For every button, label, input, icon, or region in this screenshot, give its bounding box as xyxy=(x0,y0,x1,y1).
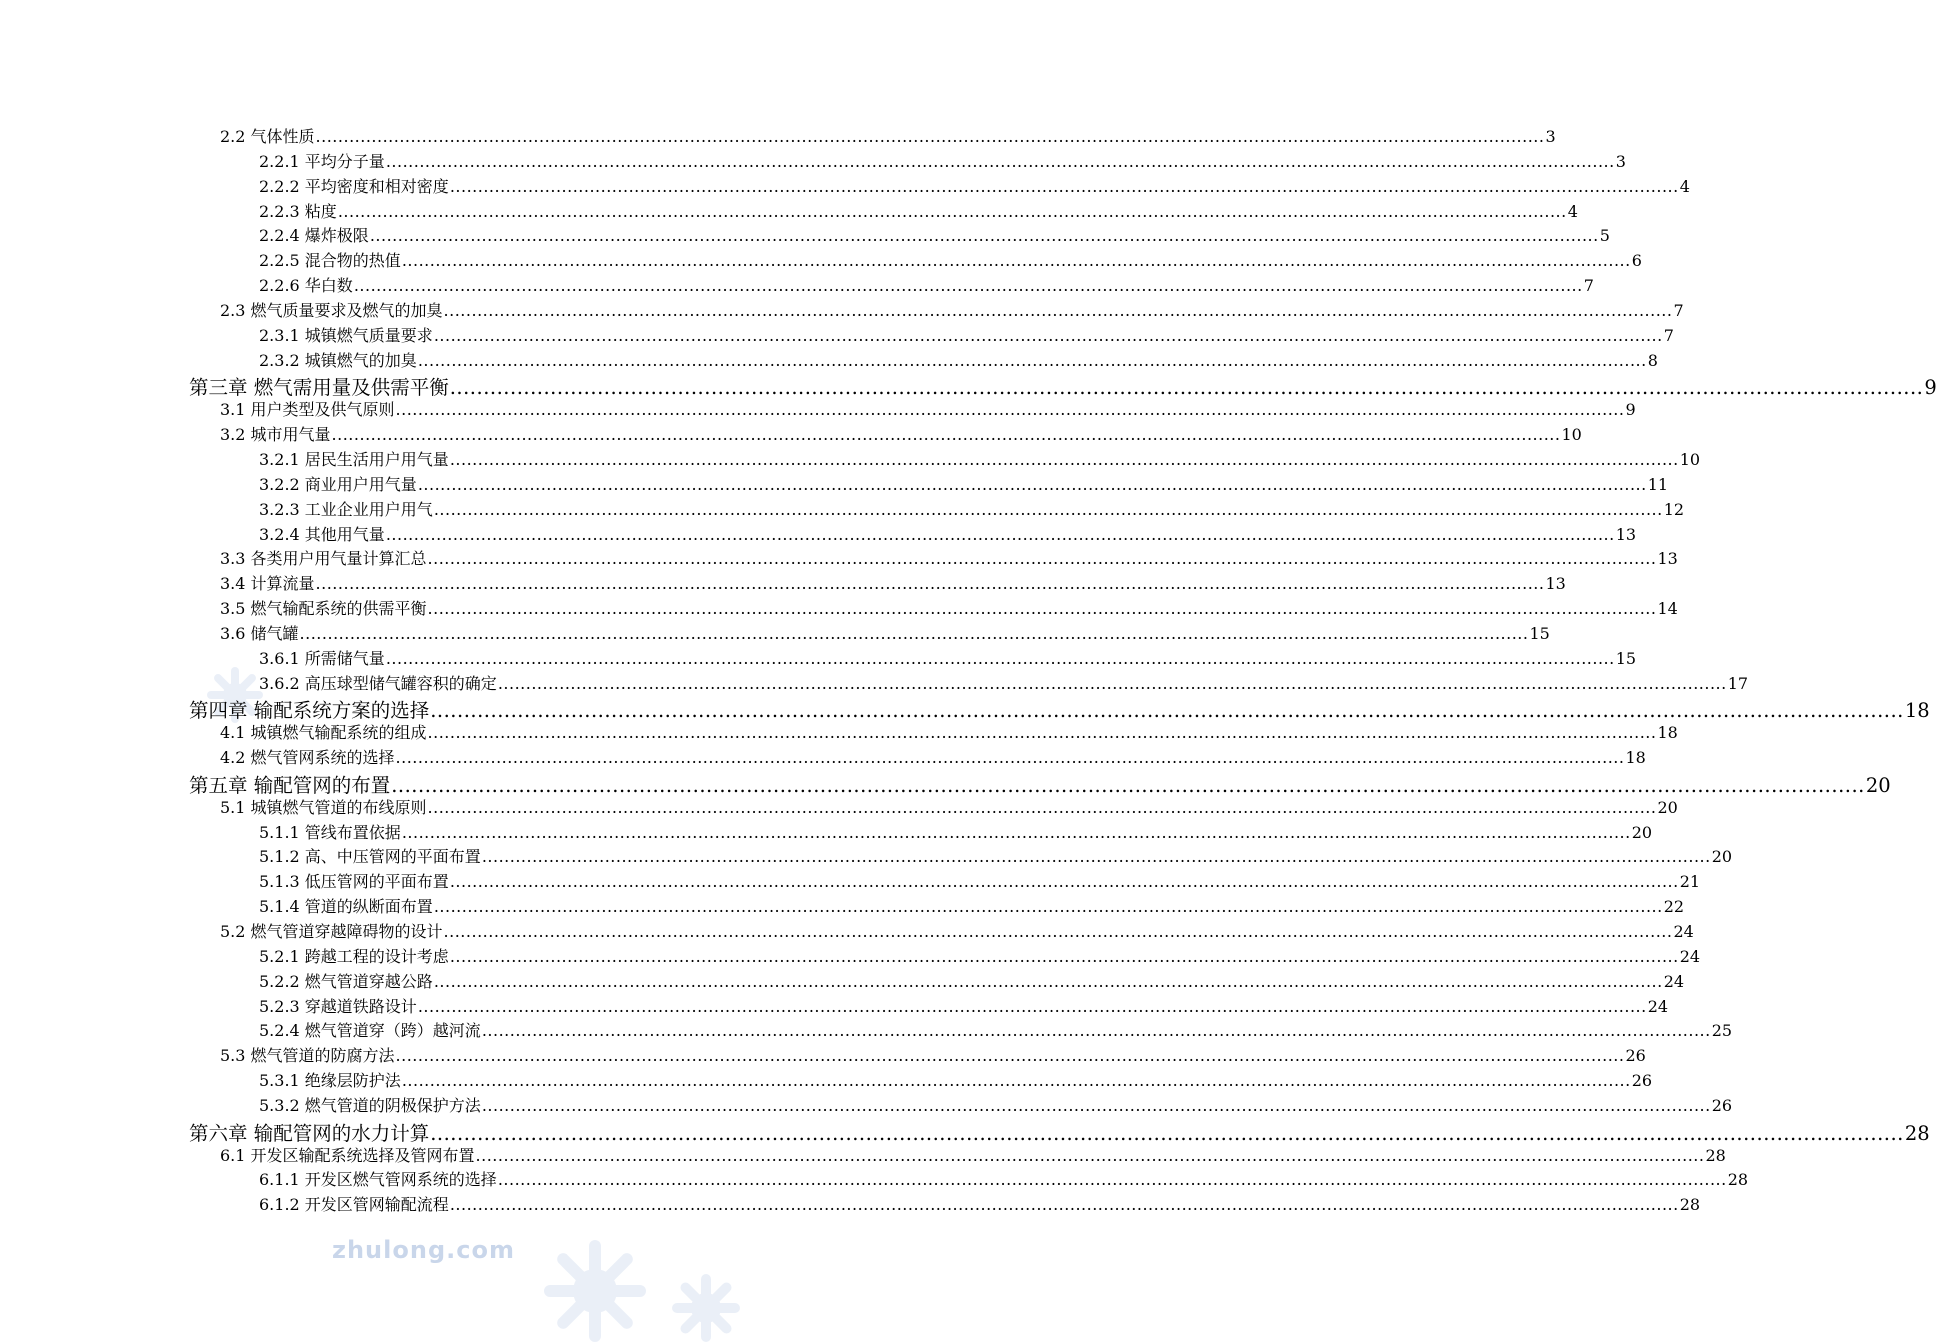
toc-entry-page: 15 xyxy=(1615,648,1637,668)
toc-entry-label: 5.3.1 绝缘层防护法 xyxy=(259,1071,401,1091)
toc-entry[interactable] xyxy=(0,1192,1701,1217)
toc-entry-label: 5.1 城镇燃气管道的布线原则 xyxy=(220,797,427,817)
toc-entry-label: 第五章 输配管网的布置 xyxy=(189,773,391,797)
toc-entry[interactable] xyxy=(0,720,1678,745)
toc-leader-dots: ............................................................................................................................................................................................................................ xyxy=(401,251,1631,271)
toc-entry-page: 10 xyxy=(1561,425,1582,445)
toc-leader-dots: ............................................................................................................................................................................................................................ xyxy=(449,176,1679,196)
toc-entry[interactable] xyxy=(0,646,1637,671)
toc-entry-page: 20 xyxy=(1657,797,1678,817)
toc-entry[interactable] xyxy=(0,1167,1749,1192)
toc-entry[interactable] xyxy=(0,422,1582,447)
toc-entry-page: 4 xyxy=(1567,201,1578,221)
toc-leader-dots: ............................................................................................................................................................................................................................ xyxy=(449,1195,1679,1215)
toc-entry-label: 2.2.1 平均分子量 xyxy=(259,151,385,171)
toc-entry[interactable] xyxy=(0,199,1578,224)
toc-leader-dots: ............................................................................................................................................................................................................................ xyxy=(449,872,1679,892)
toc-entry[interactable] xyxy=(0,348,1658,373)
toc-entry-label: 2.2.4 爆炸极限 xyxy=(259,226,369,246)
toc-entry-label: 5.2.2 燃气管道穿越公路 xyxy=(259,971,433,991)
toc-entry[interactable] xyxy=(0,869,1701,894)
toc-entry-page: 11 xyxy=(1647,474,1669,494)
toc-leader-dots: ............................................................................................................................................................................................................................ xyxy=(430,1121,1904,1145)
toc-entry-page: 17 xyxy=(1727,673,1749,693)
toc-leader-dots: ............................................................................................................................................................................................................................ xyxy=(430,699,1904,723)
toc-entry[interactable] xyxy=(0,497,1685,522)
toc-entry-page: 20 xyxy=(1865,773,1891,797)
watermark-text: zhulong.com xyxy=(332,1236,515,1264)
toc-entry[interactable] xyxy=(0,298,1684,323)
toc-entry-page: 13 xyxy=(1545,574,1566,594)
toc-entry-label: 4.2 燃气管网系统的选择 xyxy=(220,748,395,768)
toc-leader-dots: ............................................................................................................................................................................................................................ xyxy=(433,971,1663,991)
toc-leader-dots: ............................................................................................................................................................................................................................ xyxy=(315,574,1545,594)
toc-entry-page: 22 xyxy=(1663,897,1685,917)
toc-leader-dots: ............................................................................................................................................................................................................................ xyxy=(315,127,1545,146)
toc-leader-dots: ............................................................................................................................................................................................................................ xyxy=(417,474,1647,494)
toc-leader-dots: ............................................................................................................................................................................................................................ xyxy=(401,1071,1631,1091)
toc-entry-page: 18 xyxy=(1904,699,1930,723)
toc-entry-label: 5.1.2 高、中压管网的平面布置 xyxy=(259,847,481,867)
toc-leader-dots: ............................................................................................................................................................................................................................ xyxy=(481,1095,1711,1115)
toc-entry-page: 14 xyxy=(1657,599,1678,619)
toc-leader-dots: ............................................................................................................................................................................................................................ xyxy=(449,376,1924,400)
toc-entry-page: 25 xyxy=(1711,1021,1733,1041)
toc-entry[interactable] xyxy=(0,522,1637,547)
toc-entry[interactable] xyxy=(0,820,1653,845)
toc-leader-dots: ............................................................................................................................................................................................................................ xyxy=(481,1021,1711,1041)
toc-entry-page: 24 xyxy=(1663,971,1685,991)
toc-entry[interactable] xyxy=(0,1018,1733,1043)
toc-entry-page: 20 xyxy=(1711,847,1733,867)
toc-entry-label: 3.2.2 商业用户用气量 xyxy=(259,474,417,494)
toc-leader-dots: ............................................................................................................................................................................................................................ xyxy=(443,922,1673,941)
toc-entry-label: 3.2 城市用气量 xyxy=(220,425,331,445)
toc-entry-label: 2.2.3 粘度 xyxy=(259,201,337,221)
toc-leader-dots: ............................................................................................................................................................................................................................ xyxy=(497,673,1727,693)
toc-entry-label: 5.1.4 管道的纵断面布置 xyxy=(259,897,433,917)
toc-entry-page: 9 xyxy=(1625,400,1636,420)
toc-entry[interactable] xyxy=(0,844,1733,869)
toc-entry[interactable] xyxy=(0,323,1674,348)
toc-entry[interactable] xyxy=(0,546,1678,571)
toc-chapter-entry[interactable] xyxy=(0,770,1891,797)
toc-entry[interactable] xyxy=(0,248,1642,273)
toc-entry-label: 5.1.1 管线布置依据 xyxy=(259,822,401,842)
toc-entry-label: 5.2.1 跨越工程的设计考虑 xyxy=(259,946,449,966)
toc-entry-page: 20 xyxy=(1631,822,1653,842)
toc-entry[interactable] xyxy=(0,1068,1653,1093)
toc-entry[interactable] xyxy=(0,124,1556,149)
toc-entry-label: 3.6.2 高压球型储气罐容积的确定 xyxy=(259,673,497,693)
toc-entry[interactable] xyxy=(0,397,1636,422)
toc-entry[interactable] xyxy=(0,919,1694,944)
toc-entry-page: 7 xyxy=(1663,325,1674,345)
toc-entry-page: 24 xyxy=(1679,946,1701,966)
toc-leader-dots: ............................................................................................................................................................................................................................ xyxy=(395,748,1625,768)
toc-leader-dots: ............................................................................................................................................................................................................................ xyxy=(337,201,1567,221)
toc-leader-dots: ............................................................................................................................................................................................................................ xyxy=(417,996,1647,1016)
toc-entry-label: 3.2.4 其他用气量 xyxy=(259,524,385,544)
toc-leader-dots: ............................................................................................................................................................................................................................ xyxy=(331,425,1561,445)
toc-entry-page: 24 xyxy=(1647,996,1669,1016)
toc-entry-label: 第六章 输配管网的水力计算 xyxy=(189,1121,430,1145)
toc-entry-label: 2.2.2 平均密度和相对密度 xyxy=(259,176,449,196)
toc-leader-dots: ............................................................................................................................................................................................................................ xyxy=(401,822,1631,842)
toc-leader-dots: ............................................................................................................................................................................................................................ xyxy=(385,648,1615,668)
toc-entry-label: 4.1 城镇燃气输配系统的组成 xyxy=(220,723,427,743)
toc-leader-dots: ............................................................................................................................................................................................................................ xyxy=(433,325,1663,345)
toc-entry-label: 3.2.1 居民生活用户用气量 xyxy=(259,449,449,469)
toc-entry-page: 4 xyxy=(1679,176,1690,196)
toc-entry-page: 18 xyxy=(1625,748,1646,768)
toc-leader-dots: ............................................................................................................................................................................................................................ xyxy=(497,1170,1727,1190)
toc-entry[interactable] xyxy=(0,1093,1733,1118)
toc-leader-dots: ............................................................................................................................................................................................................................ xyxy=(481,847,1711,867)
toc-entry-page: 12 xyxy=(1663,499,1685,519)
toc-entry[interactable] xyxy=(0,571,1566,596)
toc-entry[interactable] xyxy=(0,174,1690,199)
toc-entry-label: 5.3 燃气管道的防腐方法 xyxy=(220,1046,395,1066)
toc-entry[interactable] xyxy=(0,596,1678,621)
toc-entry[interactable] xyxy=(0,795,1678,820)
toc-entry[interactable] xyxy=(0,671,1749,696)
toc-leader-dots: ............................................................................................................................................................................................................................ xyxy=(299,623,1529,643)
toc-entry-page: 28 xyxy=(1679,1195,1701,1215)
toc-entry-page: 13 xyxy=(1657,549,1678,569)
toc-entry-label: 3.4 计算流量 xyxy=(220,574,315,594)
toc-entry-label: 5.1.3 低压管网的平面布置 xyxy=(259,872,449,892)
toc-entry-page: 5 xyxy=(1599,226,1610,246)
toc-entry[interactable] xyxy=(0,223,1610,248)
toc-entry-page: 15 xyxy=(1529,623,1550,643)
toc-entry-page: 7 xyxy=(1583,276,1594,296)
toc-entry-label: 3.6.1 所需储气量 xyxy=(259,648,385,668)
toc-entry-page: 28 xyxy=(1904,1121,1930,1145)
toc-entry-label: 3.1 用户类型及供气原则 xyxy=(220,400,395,420)
toc-entry-page: 3 xyxy=(1615,151,1626,171)
toc-entry-page: 26 xyxy=(1631,1071,1653,1091)
toc-leader-dots: ............................................................................................................................................................................................................................ xyxy=(433,897,1663,917)
toc-entry[interactable] xyxy=(0,1043,1646,1068)
toc-entry-page: 28 xyxy=(1727,1170,1749,1190)
toc-entry[interactable] xyxy=(0,1143,1726,1168)
toc-entry-page: 21 xyxy=(1679,872,1701,892)
toc-entry-page: 8 xyxy=(1647,350,1658,370)
toc-entry[interactable] xyxy=(0,472,1669,497)
toc-leader-dots: ............................................................................................................................................................................................................................ xyxy=(449,449,1679,469)
toc-entry-label: 3.2.3 工业企业用户用气 xyxy=(259,499,433,519)
toc-entry-page: 26 xyxy=(1625,1046,1646,1066)
toc-chapter-entry[interactable] xyxy=(0,695,1930,723)
toc-entry-label: 6.1 开发区输配系统选择及管网布置 xyxy=(220,1145,475,1165)
toc-entry-label: 3.6 储气罐 xyxy=(220,623,299,643)
toc-entry-label: 3.3 各类用户用气量计算汇总 xyxy=(220,549,427,569)
toc-entry-page: 9 xyxy=(1924,376,1937,400)
toc-entry-label: 2.3.1 城镇燃气质量要求 xyxy=(259,325,433,345)
toc-leader-dots: ............................................................................................................................................................................................................................ xyxy=(417,350,1647,370)
toc-entry-label: 5.2.3 穿越道铁路设计 xyxy=(259,996,417,1016)
table-of-contents xyxy=(0,124,1937,1217)
toc-entry-page: 3 xyxy=(1545,127,1556,146)
toc-entry-label: 6.1.1 开发区燃气管网系统的选择 xyxy=(259,1170,497,1190)
toc-entry-label: 3.5 燃气输配系统的供需平衡 xyxy=(220,599,427,619)
toc-leader-dots: ............................................................................................................................................................................................................................ xyxy=(353,276,1583,296)
toc-entry[interactable] xyxy=(0,944,1701,969)
toc-entry-label: 5.2.4 燃气管道穿（跨）越河流 xyxy=(259,1021,481,1041)
toc-leader-dots: ............................................................................................................................................................................................................................ xyxy=(427,723,1657,743)
toc-entry-page: 28 xyxy=(1705,1145,1726,1165)
toc-entry-page: 24 xyxy=(1673,922,1694,941)
watermark-flower-icon xyxy=(668,1272,744,1344)
toc-entry[interactable] xyxy=(0,621,1550,646)
toc-entry-label: 6.1.2 开发区管网输配流程 xyxy=(259,1195,449,1215)
toc-leader-dots: ............................................................................................................................................................................................................................ xyxy=(427,599,1657,619)
toc-entry-page: 18 xyxy=(1657,723,1678,743)
toc-entry[interactable] xyxy=(0,894,1685,919)
toc-entry-label: 第三章 燃气需用量及供需平衡 xyxy=(189,376,449,400)
toc-entry[interactable] xyxy=(0,969,1685,994)
toc-leader-dots: ............................................................................................................................................................................................................................ xyxy=(443,300,1673,320)
toc-leader-dots: ............................................................................................................................................................................................................................ xyxy=(427,797,1657,817)
toc-entry-page: 6 xyxy=(1631,251,1642,271)
toc-entry-page: 7 xyxy=(1673,300,1684,320)
toc-leader-dots: ............................................................................................................................................................................................................................ xyxy=(369,226,1599,246)
toc-leader-dots: ............................................................................................................................................................................................................................ xyxy=(433,499,1663,519)
toc-entry-label: 2.2.5 混合物的热值 xyxy=(259,251,401,271)
toc-leader-dots: ............................................................................................................................................................................................................................ xyxy=(391,773,1865,797)
toc-entry[interactable] xyxy=(0,994,1669,1019)
toc-leader-dots: ............................................................................................................................................................................................................................ xyxy=(395,1046,1625,1066)
toc-entry[interactable] xyxy=(0,273,1594,298)
toc-entry-page: 10 xyxy=(1679,449,1701,469)
toc-entry-page: 13 xyxy=(1615,524,1637,544)
toc-entry[interactable] xyxy=(0,149,1626,174)
toc-leader-dots: ............................................................................................................................................................................................................................ xyxy=(395,400,1625,420)
toc-entry[interactable] xyxy=(0,447,1701,472)
toc-leader-dots: ............................................................................................................................................................................................................................ xyxy=(385,524,1615,544)
toc-entry-label: 5.3.2 燃气管道的阴极保护方法 xyxy=(259,1095,481,1115)
toc-leader-dots: ............................................................................................................................................................................................................................ xyxy=(427,549,1657,569)
watermark-flower-icon xyxy=(540,1238,650,1344)
toc-chapter-entry[interactable] xyxy=(0,1118,1930,1145)
toc-entry-label: 2.2.6 华白数 xyxy=(259,276,353,296)
toc-chapter-entry[interactable] xyxy=(0,372,1937,400)
toc-entry-page: 26 xyxy=(1711,1095,1733,1115)
toc-entry-label: 2.2 气体性质 xyxy=(220,127,315,146)
toc-entry-label: 5.2 燃气管道穿越障碍物的设计 xyxy=(220,922,443,941)
toc-leader-dots: ............................................................................................................................................................................................................................ xyxy=(475,1145,1705,1165)
toc-leader-dots: ............................................................................................................................................................................................................................ xyxy=(449,946,1679,966)
toc-entry-label: 第四章 输配系统方案的选择 xyxy=(189,699,430,723)
toc-entry[interactable] xyxy=(0,745,1646,770)
toc-entry-label: 2.3 燃气质量要求及燃气的加臭 xyxy=(220,300,443,320)
toc-leader-dots: ............................................................................................................................................................................................................................ xyxy=(385,151,1615,171)
toc-entry-label: 2.3.2 城镇燃气的加臭 xyxy=(259,350,417,370)
